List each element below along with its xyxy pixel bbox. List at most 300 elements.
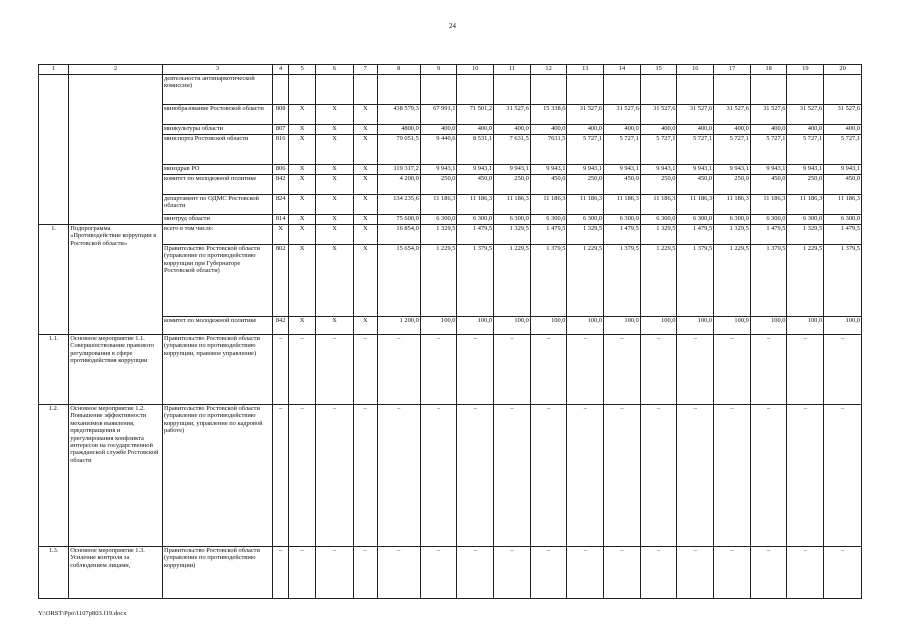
executor-cell: минобразование Ростовской области: [163, 105, 273, 125]
header-cell: 8: [377, 65, 420, 75]
amount-cell: [420, 75, 457, 105]
executor-cell: минтруд области: [163, 215, 273, 225]
amount-cell: 5 727,1: [750, 135, 787, 165]
executor-cell: минкультуры области: [163, 125, 273, 135]
amount-cell: –: [714, 335, 751, 405]
amount-cell: –: [677, 547, 714, 599]
table-row: [39, 225, 862, 245]
amount-cell: 1 479,5: [457, 225, 494, 245]
amount-cell: 6 300,0: [494, 215, 531, 225]
grbs-code-cell: 814: [273, 215, 289, 225]
amount-cell: –: [567, 335, 604, 405]
amount-cell: 100,0: [494, 317, 531, 335]
amount-cell: 1 379,5: [750, 245, 787, 317]
amount-cell: 1 229,5: [420, 245, 457, 317]
amount-cell: [787, 75, 824, 105]
amount-cell: 9 943,1: [787, 165, 824, 175]
grbs-code-cell: –: [273, 547, 289, 599]
amount-cell: 100,0: [677, 317, 714, 335]
amount-cell: 100,0: [824, 317, 862, 335]
csr-cell: Х: [316, 195, 354, 215]
amount-cell: 400,0: [824, 125, 862, 135]
amount-cell: 400,0: [787, 125, 824, 135]
amount-cell: 9 943,1: [677, 165, 714, 175]
rzpr-cell: –: [289, 335, 316, 405]
header-cell: 4: [273, 65, 289, 75]
amount-cell: 7631,5: [530, 135, 567, 165]
amount-cell: 15 338,6: [530, 105, 567, 125]
amount-cell: 8 531,1: [457, 135, 494, 165]
amount-cell: 1 329,5: [567, 225, 604, 245]
executor-cell: Правительство Ростовской области (управление по противодействию коррупции при Губернаторе Ростовской области): [163, 245, 273, 317]
table-row: [39, 215, 862, 225]
program-name-cell: Подпрограмма «Противодействие коррупции в Ростовской области»: [69, 225, 163, 335]
header-row: [39, 65, 862, 75]
amount-cell: 1 229,5: [714, 245, 751, 317]
amount-cell: –: [824, 405, 862, 547]
amount-cell: 400,0: [567, 125, 604, 135]
amount-cell: –: [420, 405, 457, 547]
table-row: [39, 195, 862, 215]
csr-cell: Х: [316, 135, 354, 165]
amount-cell: [567, 75, 604, 105]
amount-cell: –: [750, 335, 787, 405]
grbs-code-cell: 816: [273, 135, 289, 165]
amount-cell: –: [640, 547, 677, 599]
amount-cell: 100,0: [787, 317, 824, 335]
amount-cell: 6 300,0: [750, 215, 787, 225]
amount-cell: –: [420, 547, 457, 599]
amount-cell: 6 300,0: [787, 215, 824, 225]
csr-cell: Х: [316, 125, 354, 135]
amount-cell: 9 943,1: [457, 165, 494, 175]
amount-cell: 31 527,6: [677, 105, 714, 125]
executor-cell: Правительство Ростовской области (управление по противодействию коррупции, управление по кадровой работе): [163, 405, 273, 547]
amount-cell: 100,0: [750, 317, 787, 335]
amount-cell: [677, 75, 714, 105]
rzpr-cell: Х: [289, 175, 316, 195]
program-name-cell: Основное мероприятие 1.1. Совершенствование правового регулирования в сфере противодействия коррупции: [69, 335, 163, 405]
amount-cell: 1 379,5: [457, 245, 494, 317]
amount-cell: –: [787, 405, 824, 547]
csr-cell: Х: [316, 317, 354, 335]
vr-cell: [353, 75, 377, 105]
amount-cell: 11 186,3: [457, 195, 494, 215]
amount-cell: 31 527,6: [714, 105, 751, 125]
amount-cell: 9 943,1: [750, 165, 787, 175]
budget-table: [38, 64, 862, 599]
vr-cell: –: [353, 405, 377, 547]
amount-cell: 1 329,5: [494, 225, 531, 245]
amount-cell: –: [604, 547, 641, 599]
amount-cell: 100,0: [567, 317, 604, 335]
header-cell: 19: [787, 65, 824, 75]
amount-cell: [824, 75, 862, 105]
header-cell: 9: [420, 65, 457, 75]
amount-cell: 9 943,1: [824, 165, 862, 175]
header-cell: 15: [640, 65, 677, 75]
amount-cell: –: [494, 547, 531, 599]
amount-cell: –: [567, 547, 604, 599]
program-name-cell: Основное мероприятие 1.2. Повышение эффективности механизмов выявления, предотвращения и урегулирования конфликта интересов на государственной гражданской службе Ростовской области: [69, 405, 163, 547]
amount-cell: –: [677, 405, 714, 547]
vr-cell: Х: [353, 165, 377, 175]
amount-cell: 1 229,5: [567, 245, 604, 317]
page-number: 24: [449, 22, 456, 30]
executor-cell: минспорта Ростовской области: [163, 135, 273, 165]
amount-cell: –: [457, 547, 494, 599]
amount-cell: [750, 75, 787, 105]
amount-cell: 79 051,5: [377, 135, 420, 165]
amount-cell: 67 991,1: [420, 105, 457, 125]
amount-cell: –: [750, 547, 787, 599]
grbs-code-cell: [273, 75, 289, 105]
amount-cell: 5 727,1: [714, 135, 751, 165]
grbs-code-cell: 842: [273, 175, 289, 195]
amount-cell: 9 943,1: [420, 165, 457, 175]
amount-cell: 250,0: [420, 175, 457, 195]
amount-cell: 1 479,5: [750, 225, 787, 245]
executor-cell: Правительство Ростовской области (управление по противодействию коррупции): [163, 547, 273, 599]
amount-cell: 1 229,5: [787, 245, 824, 317]
rzpr-cell: Х: [289, 317, 316, 335]
table-row: [39, 245, 862, 317]
grbs-code-cell: 824: [273, 195, 289, 215]
table-row: [39, 75, 862, 105]
amount-cell: 9 943,1: [714, 165, 751, 175]
rzpr-cell: –: [289, 405, 316, 547]
amount-cell: 400,0: [494, 125, 531, 135]
csr-cell: –: [316, 547, 354, 599]
amount-cell: 250,0: [494, 175, 531, 195]
executor-cell: минздрав РО: [163, 165, 273, 175]
amount-cell: –: [377, 405, 420, 547]
amount-cell: 31 527,6: [750, 105, 787, 125]
amount-cell: 100,0: [714, 317, 751, 335]
amount-cell: 31 527,6: [604, 105, 641, 125]
row-number-cell: 1.3.: [39, 547, 69, 599]
amount-cell: 75 600,0: [377, 215, 420, 225]
header-cell: 14: [604, 65, 641, 75]
amount-cell: 438 579,3: [377, 105, 420, 125]
csr-cell: Х: [316, 215, 354, 225]
table-row: [39, 317, 862, 335]
amount-cell: –: [604, 335, 641, 405]
header-cell: 17: [714, 65, 751, 75]
header-cell: 6: [316, 65, 354, 75]
csr-cell: [316, 75, 354, 105]
amount-cell: –: [824, 335, 862, 405]
grbs-code-cell: 807: [273, 125, 289, 135]
amount-cell: 5 727,1: [677, 135, 714, 165]
rzpr-cell: Х: [289, 245, 316, 317]
csr-cell: Х: [316, 165, 354, 175]
amount-cell: 11 186,3: [530, 195, 567, 215]
amount-cell: 9 943,1: [640, 165, 677, 175]
table-row: [39, 165, 862, 175]
amount-cell: 11 186,3: [640, 195, 677, 215]
rzpr-cell: Х: [289, 125, 316, 135]
amount-cell: 400,0: [714, 125, 751, 135]
amount-cell: 11 186,3: [714, 195, 751, 215]
table-row: [39, 135, 862, 165]
amount-cell: –: [377, 335, 420, 405]
amount-cell: 400,0: [530, 125, 567, 135]
vr-cell: Х: [353, 195, 377, 215]
amount-cell: 1 229,5: [494, 245, 531, 317]
vr-cell: Х: [353, 215, 377, 225]
amount-cell: 31 527,6: [567, 105, 604, 125]
amount-cell: 6 300,0: [420, 215, 457, 225]
amount-cell: 5 727,1: [640, 135, 677, 165]
amount-cell: –: [530, 405, 567, 547]
rzpr-cell: Х: [289, 225, 316, 245]
amount-cell: 15 654,0: [377, 245, 420, 317]
grbs-code-cell: 802: [273, 245, 289, 317]
header-cell: 5: [289, 65, 316, 75]
amount-cell: 250,0: [787, 175, 824, 195]
row-number-cell: [39, 75, 69, 225]
rzpr-cell: –: [289, 547, 316, 599]
csr-cell: Х: [316, 245, 354, 317]
amount-cell: –: [714, 547, 751, 599]
amount-cell: –: [677, 335, 714, 405]
amount-cell: [494, 75, 531, 105]
header-cell: 7: [353, 65, 377, 75]
grbs-code-cell: Х: [273, 225, 289, 245]
amount-cell: 250,0: [567, 175, 604, 195]
vr-cell: Х: [353, 105, 377, 125]
amount-cell: 4 200,0: [377, 175, 420, 195]
amount-cell: 4800,0: [377, 125, 420, 135]
table-row: [39, 405, 862, 547]
amount-cell: 1 329,5: [787, 225, 824, 245]
amount-cell: 1 479,5: [677, 225, 714, 245]
header-cell: 12: [530, 65, 567, 75]
amount-cell: 6 300,0: [824, 215, 862, 225]
csr-cell: Х: [316, 175, 354, 195]
amount-cell: 400,0: [457, 125, 494, 135]
vr-cell: Х: [353, 225, 377, 245]
amount-cell: 400,0: [420, 125, 457, 135]
amount-cell: 6 300,0: [530, 215, 567, 225]
grbs-code-cell: 808: [273, 105, 289, 125]
row-number-cell: 1.: [39, 225, 69, 335]
amount-cell: 71 501,2: [457, 105, 494, 125]
amount-cell: 5 727,1: [824, 135, 862, 165]
amount-cell: 7 631,5: [494, 135, 531, 165]
grbs-code-cell: 842: [273, 317, 289, 335]
rzpr-cell: Х: [289, 215, 316, 225]
amount-cell: 1 329,5: [714, 225, 751, 245]
header-cell: 16: [677, 65, 714, 75]
header-cell: 2: [69, 65, 163, 75]
csr-cell: –: [316, 335, 354, 405]
amount-cell: 11 186,3: [824, 195, 862, 215]
amount-cell: [640, 75, 677, 105]
table-row: [39, 335, 862, 405]
header-cell: 10: [457, 65, 494, 75]
program-name-cell: Основное мероприятие 1.3. Усиление контроля за соблюдением лицами,: [69, 547, 163, 599]
amount-cell: 100,0: [530, 317, 567, 335]
amount-cell: 400,0: [677, 125, 714, 135]
vr-cell: –: [353, 547, 377, 599]
grbs-code-cell: –: [273, 335, 289, 405]
amount-cell: 11 186,3: [787, 195, 824, 215]
amount-cell: 1 379,5: [824, 245, 862, 317]
amount-cell: 5 727,1: [567, 135, 604, 165]
amount-cell: –: [530, 335, 567, 405]
header-cell: 1: [39, 65, 69, 75]
amount-cell: [457, 75, 494, 105]
amount-cell: 1 329,5: [420, 225, 457, 245]
amount-cell: 1 379,5: [530, 245, 567, 317]
amount-cell: –: [420, 335, 457, 405]
amount-cell: –: [787, 335, 824, 405]
amount-cell: 6 300,0: [457, 215, 494, 225]
csr-cell: Х: [316, 105, 354, 125]
vr-cell: Х: [353, 317, 377, 335]
amount-cell: 9 943,1: [604, 165, 641, 175]
amount-cell: 1 200,0: [377, 317, 420, 335]
amount-cell: 400,0: [640, 125, 677, 135]
amount-cell: –: [604, 405, 641, 547]
rzpr-cell: Х: [289, 105, 316, 125]
amount-cell: 1 479,5: [530, 225, 567, 245]
amount-cell: 119 317,2: [377, 165, 420, 175]
rzpr-cell: Х: [289, 135, 316, 165]
rzpr-cell: Х: [289, 195, 316, 215]
amount-cell: 1 379,5: [604, 245, 641, 317]
vr-cell: Х: [353, 135, 377, 165]
amount-cell: 250,0: [714, 175, 751, 195]
file-path-footer: Y:\ORST\Ppo\1107p803.f19.docx: [38, 610, 127, 617]
amount-cell: 400,0: [604, 125, 641, 135]
amount-cell: 1 479,5: [824, 225, 862, 245]
amount-cell: 5 727,1: [604, 135, 641, 165]
amount-cell: 11 186,3: [677, 195, 714, 215]
amount-cell: –: [377, 547, 420, 599]
amount-cell: 11 186,3: [567, 195, 604, 215]
executor-cell: комитет по молодежной политике: [163, 317, 273, 335]
header-cell: 20: [824, 65, 862, 75]
amount-cell: –: [457, 405, 494, 547]
amount-cell: [604, 75, 641, 105]
amount-cell: –: [457, 335, 494, 405]
executor-cell: деятельности антинаркотической комиссии): [163, 75, 273, 105]
amount-cell: 11 186,3: [420, 195, 457, 215]
amount-cell: –: [640, 335, 677, 405]
amount-cell: 31 527,6: [824, 105, 862, 125]
amount-cell: 6 300,0: [714, 215, 751, 225]
amount-cell: 5 727,1: [787, 135, 824, 165]
amount-cell: –: [494, 405, 531, 547]
amount-cell: 450,0: [604, 175, 641, 195]
amount-cell: 6 300,0: [677, 215, 714, 225]
amount-cell: 31 527,6: [787, 105, 824, 125]
amount-cell: 134 235,6: [377, 195, 420, 215]
amount-cell: 400,0: [750, 125, 787, 135]
amount-cell: –: [787, 547, 824, 599]
table-row: [39, 125, 862, 135]
executor-cell: всего в том числе:: [163, 225, 273, 245]
amount-cell: –: [640, 405, 677, 547]
amount-cell: 450,0: [530, 175, 567, 195]
header-cell: 3: [163, 65, 273, 75]
grbs-code-cell: –: [273, 405, 289, 547]
csr-cell: –: [316, 405, 354, 547]
amount-cell: 1 229,5: [640, 245, 677, 317]
amount-cell: 31 527,6: [640, 105, 677, 125]
amount-cell: [714, 75, 751, 105]
amount-cell: 450,0: [677, 175, 714, 195]
amount-cell: 16 854,0: [377, 225, 420, 245]
amount-cell: 100,0: [420, 317, 457, 335]
program-name-cell: [69, 75, 163, 225]
vr-cell: Х: [353, 175, 377, 195]
amount-cell: –: [494, 335, 531, 405]
amount-cell: 6 300,0: [640, 215, 677, 225]
amount-cell: 100,0: [604, 317, 641, 335]
amount-cell: 450,0: [824, 175, 862, 195]
amount-cell: –: [824, 547, 862, 599]
amount-cell: –: [714, 405, 751, 547]
vr-cell: –: [353, 335, 377, 405]
amount-cell: 100,0: [457, 317, 494, 335]
vr-cell: Х: [353, 245, 377, 317]
table-row: [39, 547, 862, 599]
grbs-code-cell: 806: [273, 165, 289, 175]
amount-cell: 6 300,0: [567, 215, 604, 225]
amount-cell: 11 186,3: [750, 195, 787, 215]
row-number-cell: 1.1.: [39, 335, 69, 405]
amount-cell: 9 943,1: [494, 165, 531, 175]
rzpr-cell: Х: [289, 165, 316, 175]
amount-cell: 9 943,1: [530, 165, 567, 175]
amount-cell: 1 479,5: [604, 225, 641, 245]
amount-cell: [377, 75, 420, 105]
amount-cell: 9 943,1: [567, 165, 604, 175]
amount-cell: 9 440,6: [420, 135, 457, 165]
amount-cell: 31 527,6: [494, 105, 531, 125]
amount-cell: 6 300,0: [604, 215, 641, 225]
amount-cell: –: [567, 405, 604, 547]
csr-cell: Х: [316, 225, 354, 245]
amount-cell: 11 186,3: [604, 195, 641, 215]
amount-cell: –: [750, 405, 787, 547]
header-cell: 11: [494, 65, 531, 75]
table-row: [39, 175, 862, 195]
header-cell: 13: [567, 65, 604, 75]
table-row: [39, 105, 862, 125]
amount-cell: 1 329,5: [640, 225, 677, 245]
amount-cell: 100,0: [640, 317, 677, 335]
amount-cell: –: [530, 547, 567, 599]
rzpr-cell: [289, 75, 316, 105]
amount-cell: 1 379,5: [677, 245, 714, 317]
executor-cell: комитет по молодежной политике: [163, 175, 273, 195]
header-cell: 18: [750, 65, 787, 75]
amount-cell: 250,0: [640, 175, 677, 195]
amount-cell: 450,0: [457, 175, 494, 195]
executor-cell: Правительство Ростовской области (управление по противодействию коррупции, правовое управление): [163, 335, 273, 405]
amount-cell: 450,0: [750, 175, 787, 195]
executor-cell: департамент по ОДМС Ростовской области: [163, 195, 273, 215]
amount-cell: [530, 75, 567, 105]
amount-cell: 11 186,3: [494, 195, 531, 215]
vr-cell: Х: [353, 125, 377, 135]
row-number-cell: 1.2.: [39, 405, 69, 547]
